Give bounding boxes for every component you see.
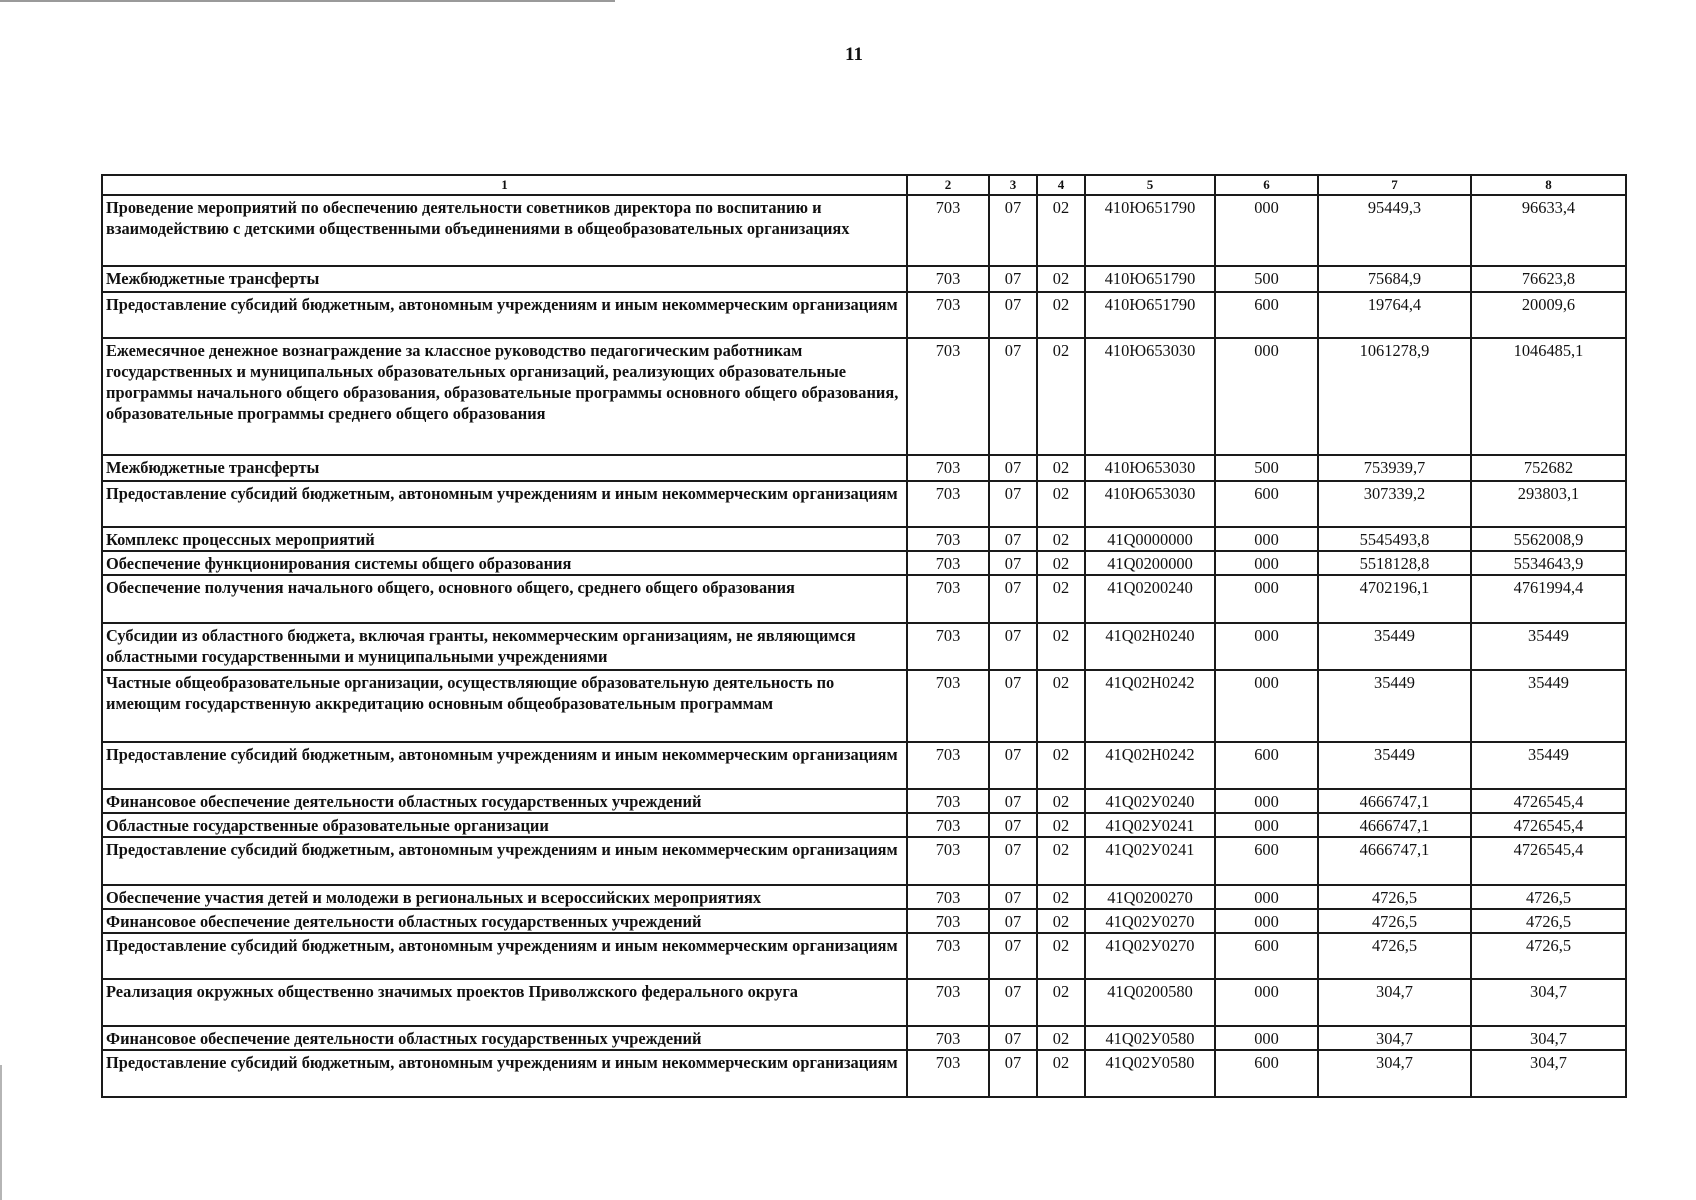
cell-section: 07: [989, 527, 1037, 551]
cell-amount-year-1: 1061278,9: [1318, 338, 1471, 455]
row-description: Предоставление субсидий бюджетным, автономным учреждениям и иным некоммерческим организациям: [102, 933, 907, 979]
cell-section: 07: [989, 742, 1037, 789]
cell-subsection: 02: [1037, 195, 1085, 266]
cell-amount-year-1: 4666747,1: [1318, 837, 1471, 885]
cell-expense-type: 600: [1215, 837, 1318, 885]
row-description: Финансовое обеспечение деятельности областных государственных учреждений: [102, 909, 907, 933]
cell-expense-type: 600: [1215, 742, 1318, 789]
cell-section: 07: [989, 623, 1037, 670]
scan-edge-left: [0, 1065, 2, 1200]
cell-target-article: 410Ю651790: [1085, 195, 1215, 266]
cell-ministry-code: 703: [907, 527, 989, 551]
cell-subsection: 02: [1037, 670, 1085, 742]
header-col-7: 7: [1318, 175, 1471, 195]
cell-amount-year-2: 5534643,9: [1471, 551, 1626, 575]
cell-section: 07: [989, 933, 1037, 979]
cell-amount-year-1: 35449: [1318, 670, 1471, 742]
header-col-6: 6: [1215, 175, 1318, 195]
row-description: Финансовое обеспечение деятельности областных государственных учреждений: [102, 1026, 907, 1050]
cell-ministry-code: 703: [907, 338, 989, 455]
cell-amount-year-2: 4726545,4: [1471, 789, 1626, 813]
table-row: [102, 292, 1626, 338]
table-row: [102, 933, 1626, 979]
table-row: [102, 789, 1626, 813]
cell-amount-year-1: 4726,5: [1318, 909, 1471, 933]
cell-expense-type: 000: [1215, 623, 1318, 670]
row-description: Субсидии из областного бюджета, включая гранты, некоммерческим организациям, не являющимся областными государственными и муниципальными учреждениями: [102, 623, 907, 670]
row-description: Проведение мероприятий по обеспечению деятельности советников директора по воспитанию и взаимодействию с детскими общественными объединениями в общеобразовательных организациях: [102, 195, 907, 266]
cell-expense-type: 000: [1215, 813, 1318, 837]
cell-amount-year-1: 35449: [1318, 742, 1471, 789]
table-row: [102, 195, 1626, 266]
cell-section: 07: [989, 481, 1037, 527]
row-description: Предоставление субсидий бюджетным, автономным учреждениям и иным некоммерческим организациям: [102, 481, 907, 527]
table-row: [102, 527, 1626, 551]
header-col-8: 8: [1471, 175, 1626, 195]
cell-amount-year-2: 4761994,4: [1471, 575, 1626, 623]
cell-amount-year-1: 75684,9: [1318, 266, 1471, 292]
cell-subsection: 02: [1037, 789, 1085, 813]
table-row: [102, 481, 1626, 527]
row-description: Предоставление субсидий бюджетным, автономным учреждениям и иным некоммерческим организациям: [102, 742, 907, 789]
cell-subsection: 02: [1037, 455, 1085, 481]
cell-ministry-code: 703: [907, 266, 989, 292]
cell-amount-year-2: 4726545,4: [1471, 813, 1626, 837]
cell-target-article: 410Ю653030: [1085, 338, 1215, 455]
cell-expense-type: 600: [1215, 292, 1318, 338]
cell-section: 07: [989, 292, 1037, 338]
cell-target-article: 41Q02У0240: [1085, 789, 1215, 813]
cell-subsection: 02: [1037, 481, 1085, 527]
cell-target-article: 41Q02У0241: [1085, 837, 1215, 885]
cell-section: 07: [989, 885, 1037, 909]
row-description: Финансовое обеспечение деятельности областных государственных учреждений: [102, 789, 907, 813]
cell-ministry-code: 703: [907, 195, 989, 266]
cell-amount-year-2: 96633,4: [1471, 195, 1626, 266]
cell-target-article: 41Q0200000: [1085, 551, 1215, 575]
table-row: [102, 813, 1626, 837]
cell-section: 07: [989, 837, 1037, 885]
cell-subsection: 02: [1037, 1050, 1085, 1097]
cell-amount-year-2: 752682: [1471, 455, 1626, 481]
cell-amount-year-1: 4666747,1: [1318, 813, 1471, 837]
cell-ministry-code: 703: [907, 813, 989, 837]
cell-target-article: 41Q02У0241: [1085, 813, 1215, 837]
cell-target-article: 410Ю651790: [1085, 292, 1215, 338]
cell-ministry-code: 703: [907, 670, 989, 742]
cell-section: 07: [989, 266, 1037, 292]
cell-section: 07: [989, 909, 1037, 933]
cell-expense-type: 000: [1215, 909, 1318, 933]
row-description: Обеспечение функционирования системы общего образования: [102, 551, 907, 575]
cell-ministry-code: 703: [907, 837, 989, 885]
cell-section: 07: [989, 455, 1037, 481]
cell-amount-year-1: 4702196,1: [1318, 575, 1471, 623]
cell-target-article: 41Q0200240: [1085, 575, 1215, 623]
header-col-5: 5: [1085, 175, 1215, 195]
cell-amount-year-1: 304,7: [1318, 1050, 1471, 1097]
cell-amount-year-2: 4726,5: [1471, 885, 1626, 909]
cell-subsection: 02: [1037, 1026, 1085, 1050]
cell-section: 07: [989, 195, 1037, 266]
cell-expense-type: 000: [1215, 195, 1318, 266]
cell-amount-year-1: 4726,5: [1318, 933, 1471, 979]
cell-amount-year-1: 19764,4: [1318, 292, 1471, 338]
cell-subsection: 02: [1037, 527, 1085, 551]
cell-expense-type: 000: [1215, 575, 1318, 623]
row-description: Предоставление субсидий бюджетным, автономным учреждениям и иным некоммерческим организациям: [102, 1050, 907, 1097]
cell-expense-type: 000: [1215, 670, 1318, 742]
cell-section: 07: [989, 551, 1037, 575]
cell-subsection: 02: [1037, 813, 1085, 837]
row-description: Предоставление субсидий бюджетным, автономным учреждениям и иным некоммерческим организациям: [102, 837, 907, 885]
cell-amount-year-1: 5518128,8: [1318, 551, 1471, 575]
cell-ministry-code: 703: [907, 909, 989, 933]
cell-section: 07: [989, 575, 1037, 623]
cell-amount-year-1: 5545493,8: [1318, 527, 1471, 551]
cell-target-article: 41Q02Н0240: [1085, 623, 1215, 670]
row-description: Обеспечение участия детей и молодежи в региональных и всероссийских мероприятиях: [102, 885, 907, 909]
cell-amount-year-2: 4726,5: [1471, 909, 1626, 933]
cell-amount-year-1: 307339,2: [1318, 481, 1471, 527]
cell-subsection: 02: [1037, 551, 1085, 575]
cell-expense-type: 000: [1215, 979, 1318, 1026]
cell-amount-year-1: 4726,5: [1318, 885, 1471, 909]
cell-expense-type: 500: [1215, 455, 1318, 481]
cell-expense-type: 000: [1215, 551, 1318, 575]
cell-ministry-code: 703: [907, 933, 989, 979]
cell-amount-year-2: 76623,8: [1471, 266, 1626, 292]
cell-expense-type: 600: [1215, 933, 1318, 979]
cell-ministry-code: 703: [907, 292, 989, 338]
cell-amount-year-2: 304,7: [1471, 1050, 1626, 1097]
cell-amount-year-1: 753939,7: [1318, 455, 1471, 481]
cell-section: 07: [989, 670, 1037, 742]
row-description: Комплекс процессных мероприятий: [102, 527, 907, 551]
cell-target-article: 410Ю653030: [1085, 455, 1215, 481]
cell-target-article: 41Q02У0270: [1085, 909, 1215, 933]
header-row: [102, 175, 1626, 195]
cell-target-article: 41Q0000000: [1085, 527, 1215, 551]
table-row: [102, 338, 1626, 455]
cell-section: 07: [989, 1026, 1037, 1050]
table-row: [102, 1050, 1626, 1097]
cell-ministry-code: 703: [907, 885, 989, 909]
budget-table: [101, 174, 1627, 1098]
cell-target-article: 41Q0200580: [1085, 979, 1215, 1026]
cell-amount-year-2: 35449: [1471, 623, 1626, 670]
cell-ministry-code: 703: [907, 575, 989, 623]
page-number: 11: [845, 44, 863, 65]
table-row: [102, 885, 1626, 909]
cell-ministry-code: 703: [907, 789, 989, 813]
row-description: Реализация окружных общественно значимых проектов Приволжского федерального округа: [102, 979, 907, 1026]
cell-subsection: 02: [1037, 909, 1085, 933]
header-col-1: 1: [102, 175, 907, 195]
header-col-2: 2: [907, 175, 989, 195]
cell-expense-type: 600: [1215, 481, 1318, 527]
row-description: Областные государственные образовательные организации: [102, 813, 907, 837]
cell-section: 07: [989, 813, 1037, 837]
cell-amount-year-1: 4666747,1: [1318, 789, 1471, 813]
table-row: [102, 670, 1626, 742]
cell-expense-type: 600: [1215, 1050, 1318, 1097]
row-description: Обеспечение получения начального общего, основного общего, среднего общего образования: [102, 575, 907, 623]
row-description: Ежемесячное денежное вознаграждение за классное руководство педагогическим работникам государственных и муниципальных образовательных организаций, реализующих образовательные программы начального общего образования, образовательные программы основного общего образования, образовательные программы среднего общего образования: [102, 338, 907, 455]
cell-section: 07: [989, 789, 1037, 813]
row-description: Межбюджетные трансферты: [102, 455, 907, 481]
cell-ministry-code: 703: [907, 481, 989, 527]
cell-subsection: 02: [1037, 575, 1085, 623]
table-row: [102, 551, 1626, 575]
cell-expense-type: 000: [1215, 885, 1318, 909]
cell-subsection: 02: [1037, 885, 1085, 909]
cell-target-article: 410Ю651790: [1085, 266, 1215, 292]
table-row: [102, 837, 1626, 885]
cell-target-article: 41Q02У0580: [1085, 1050, 1215, 1097]
cell-expense-type: 000: [1215, 338, 1318, 455]
cell-amount-year-2: 35449: [1471, 742, 1626, 789]
cell-subsection: 02: [1037, 266, 1085, 292]
cell-ministry-code: 703: [907, 623, 989, 670]
cell-amount-year-2: 1046485,1: [1471, 338, 1626, 455]
cell-amount-year-1: 35449: [1318, 623, 1471, 670]
cell-section: 07: [989, 1050, 1037, 1097]
cell-amount-year-2: 304,7: [1471, 1026, 1626, 1050]
cell-subsection: 02: [1037, 338, 1085, 455]
table-row: [102, 623, 1626, 670]
table-row: [102, 742, 1626, 789]
cell-subsection: 02: [1037, 933, 1085, 979]
table-row: [102, 266, 1626, 292]
cell-amount-year-2: 20009,6: [1471, 292, 1626, 338]
cell-ministry-code: 703: [907, 551, 989, 575]
cell-expense-type: 000: [1215, 1026, 1318, 1050]
cell-amount-year-1: 304,7: [1318, 979, 1471, 1026]
row-description: Частные общеобразовательные организации, осуществляющие образовательную деятельность по имеющим государственную аккредитацию основным общеобразовательным программам: [102, 670, 907, 742]
row-description: Предоставление субсидий бюджетным, автономным учреждениям и иным некоммерческим организациям: [102, 292, 907, 338]
table-row: [102, 455, 1626, 481]
table-row: [102, 979, 1626, 1026]
cell-ministry-code: 703: [907, 455, 989, 481]
cell-amount-year-2: 304,7: [1471, 979, 1626, 1026]
cell-ministry-code: 703: [907, 1050, 989, 1097]
cell-target-article: 41Q02У0270: [1085, 933, 1215, 979]
cell-ministry-code: 703: [907, 742, 989, 789]
cell-subsection: 02: [1037, 979, 1085, 1026]
scan-edge-top: [0, 0, 615, 2]
table-row: [102, 909, 1626, 933]
header-col-4: 4: [1037, 175, 1085, 195]
table-row: [102, 1026, 1626, 1050]
cell-target-article: 41Q02Н0242: [1085, 742, 1215, 789]
cell-amount-year-1: 304,7: [1318, 1026, 1471, 1050]
cell-amount-year-2: 35449: [1471, 670, 1626, 742]
cell-subsection: 02: [1037, 837, 1085, 885]
cell-ministry-code: 703: [907, 979, 989, 1026]
cell-target-article: 410Ю653030: [1085, 481, 1215, 527]
cell-amount-year-2: 293803,1: [1471, 481, 1626, 527]
cell-expense-type: 000: [1215, 789, 1318, 813]
cell-target-article: 41Q0200270: [1085, 885, 1215, 909]
cell-amount-year-2: 4726,5: [1471, 933, 1626, 979]
cell-section: 07: [989, 979, 1037, 1026]
cell-subsection: 02: [1037, 623, 1085, 670]
cell-amount-year-1: 95449,3: [1318, 195, 1471, 266]
cell-section: 07: [989, 338, 1037, 455]
cell-subsection: 02: [1037, 742, 1085, 789]
cell-ministry-code: 703: [907, 1026, 989, 1050]
table-row: [102, 575, 1626, 623]
cell-amount-year-2: 5562008,9: [1471, 527, 1626, 551]
row-description: Межбюджетные трансферты: [102, 266, 907, 292]
cell-expense-type: 500: [1215, 266, 1318, 292]
cell-subsection: 02: [1037, 292, 1085, 338]
cell-amount-year-2: 4726545,4: [1471, 837, 1626, 885]
cell-expense-type: 000: [1215, 527, 1318, 551]
header-col-3: 3: [989, 175, 1037, 195]
cell-target-article: 41Q02Н0242: [1085, 670, 1215, 742]
cell-target-article: 41Q02У0580: [1085, 1026, 1215, 1050]
